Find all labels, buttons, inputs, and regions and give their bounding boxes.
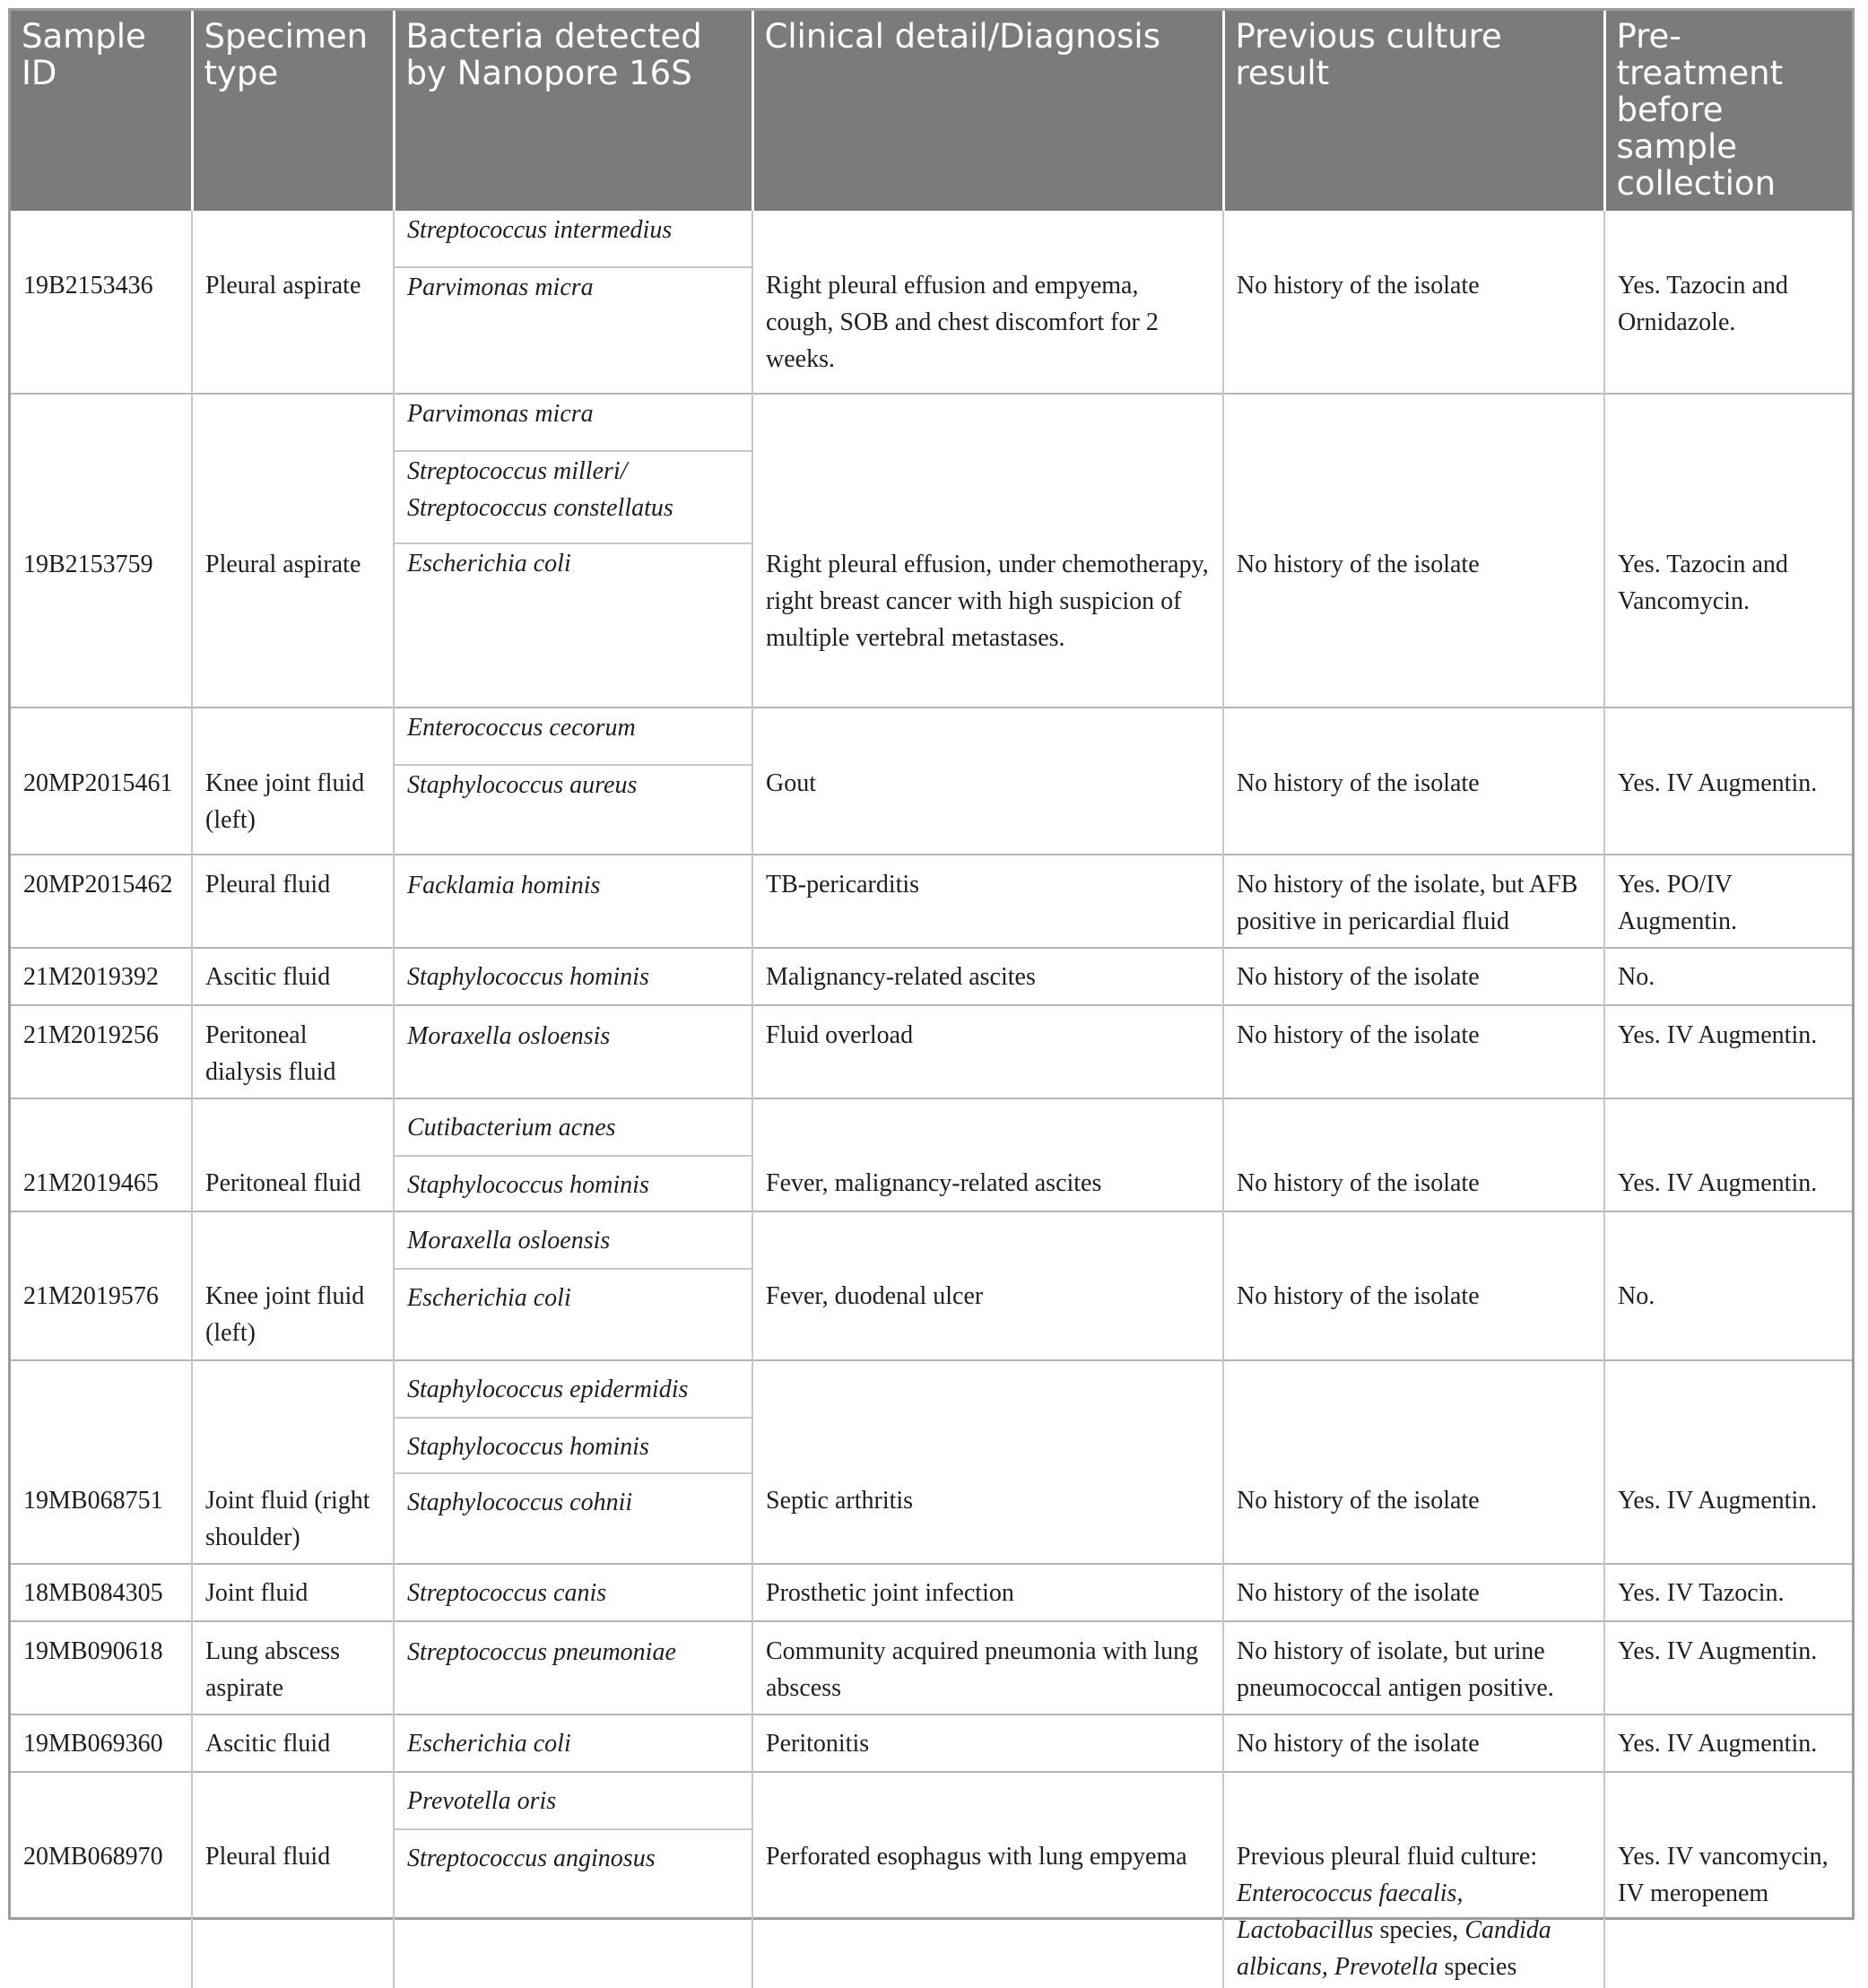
bacteria-entry: Cutibacterium acnes <box>407 1114 616 1142</box>
organism-name: Lactobacillus <box>1237 1916 1374 1944</box>
cell-clinical: Septic arthritis <box>752 1360 1223 1564</box>
col-header-clinical: Clinical detail/Diagnosis <box>752 11 1223 211</box>
cell-clinical: Perforated esophagus with lung empyema <box>752 1772 1223 1988</box>
cell-pretreatment: Yes. IV Augmentin. <box>1604 708 1852 855</box>
cell-specimen: Peritoneal fluid <box>192 1098 394 1211</box>
cell-clinical: Peritonitis <box>752 1715 1223 1772</box>
cell-culture: No history of the isolate <box>1223 211 1604 394</box>
table-row <box>11 1098 1852 1211</box>
cell-pretreatment: Yes. Tazocin and Vancomycin. <box>1604 394 1852 708</box>
cell-bacteria <box>394 855 752 948</box>
cell-clinical: Community acquired pneumonia with lung abscess <box>752 1621 1223 1715</box>
bacteria-entry: Staphylococcus cohnii <box>395 1472 752 1528</box>
cell-pretreatment: Yes. IV Augmentin. <box>1604 1005 1852 1098</box>
table-row <box>11 1564 1852 1621</box>
col-header-sample-id: Sample ID <box>11 11 192 211</box>
cell-sample-id: 19B2153436 <box>11 211 192 394</box>
table-row <box>11 1621 1852 1715</box>
cell-culture: No history of the isolate, but AFB positive in pericardial fluid <box>1223 855 1604 948</box>
cell-specimen: Joint fluid (right shoulder) <box>192 1360 394 1564</box>
cell-pretreatment: Yes. IV Augmentin. <box>1604 1621 1852 1715</box>
organism-name: Prevotella <box>1334 1953 1438 1981</box>
cell-clinical: TB-pericarditis <box>752 855 1223 948</box>
cell-culture: No history of the isolate <box>1223 1005 1604 1098</box>
cell-pretreatment: Yes. IV Augmentin. <box>1604 1098 1852 1211</box>
bacteria-entry: Enterococcus cecorum <box>407 714 636 742</box>
organism-name: Enterococcus faecalis, <box>1237 1879 1464 1907</box>
cell-specimen: Knee joint fluid (left) <box>192 708 394 855</box>
cell-pretreatment: Yes. IV Tazocin. <box>1604 1564 1852 1621</box>
cell-specimen: Lung abscess aspirate <box>192 1621 394 1715</box>
bacteria-entry: Escherichia coli <box>407 1730 571 1758</box>
bacteria-entry: Prevotella oris <box>407 1787 557 1815</box>
cell-pretreatment: Yes. IV Augmentin. <box>1604 1360 1852 1564</box>
table-row <box>11 1715 1852 1772</box>
cell-culture: No history of the isolate <box>1223 1715 1604 1772</box>
cell-clinical: Gout <box>752 708 1223 855</box>
cell-bacteria <box>394 1621 752 1715</box>
cell-bacteria <box>394 708 752 855</box>
bacteria-entry: Escherichia coli <box>395 543 752 598</box>
organism-name: Candida albicans, <box>1237 1916 1551 1981</box>
table-row <box>11 1360 1852 1564</box>
cell-bacteria <box>394 1772 752 1988</box>
cell-pretreatment: No. <box>1604 1211 1852 1360</box>
cell-specimen: Knee joint fluid (left) <box>192 1211 394 1360</box>
cell-culture: No history of the isolate <box>1223 1098 1604 1211</box>
col-header-pretreatment: Pre-treatment before sample collection <box>1604 11 1852 211</box>
bacteria-entry: Facklamia hominis <box>407 872 601 899</box>
cell-sample-id: 21M2019392 <box>11 948 192 1005</box>
cell-sample-id: 21M2019465 <box>11 1098 192 1211</box>
cell-culture: No history of the isolate <box>1223 1211 1604 1360</box>
table-row <box>11 1005 1852 1098</box>
table-row <box>11 394 1852 708</box>
cell-specimen: Ascitic fluid <box>192 1715 394 1772</box>
cell-specimen: Pleural fluid <box>192 855 394 948</box>
col-header-specimen-type: Specimen type <box>192 11 394 211</box>
bacteria-entry: Parvimonas micra <box>395 266 752 322</box>
cell-clinical: Fever, duodenal ulcer <box>752 1211 1223 1360</box>
cell-pretreatment: Yes. PO/IV Augmentin. <box>1604 855 1852 948</box>
organism-qualifier: species <box>1444 1953 1517 1981</box>
cell-pretreatment: Yes. IV Augmentin. <box>1604 1715 1852 1772</box>
cell-sample-id: 18MB084305 <box>11 1564 192 1621</box>
cell-culture: No history of the isolate <box>1223 708 1604 855</box>
cell-bacteria <box>394 1715 752 1772</box>
table-row <box>11 855 1852 948</box>
cell-bacteria <box>394 1098 752 1211</box>
table-row <box>11 708 1852 855</box>
bacteria-entry: Moraxella osloensis <box>407 1227 611 1254</box>
cell-sample-id: 19MB069360 <box>11 1715 192 1772</box>
cell-culture: No history of the isolate <box>1223 394 1604 708</box>
cell-culture: No history of isolate, but urine pneumococcal antigen positive. <box>1223 1621 1604 1715</box>
cell-clinical: Fever, malignancy-related ascites <box>752 1098 1223 1211</box>
bacteria-entry: Streptococcus intermedius <box>407 216 673 244</box>
table-row <box>11 948 1852 1005</box>
organism-qualifier: species, <box>1379 1916 1459 1944</box>
cell-culture: No history of the isolate <box>1223 948 1604 1005</box>
bacteria-entry: Streptococcus pneumoniae <box>407 1638 676 1666</box>
cell-sample-id: 19MB090618 <box>11 1621 192 1715</box>
table-row <box>11 1211 1852 1360</box>
bacteria-entry: Staphylococcus epidermidis <box>407 1376 689 1403</box>
cell-sample-id: 20MP2015461 <box>11 708 192 855</box>
cell-bacteria <box>394 1360 752 1564</box>
cell-specimen: Peritoneal dialysis fluid <box>192 1005 394 1098</box>
cell-pretreatment: Yes. IV vancomycin, IV meropenem <box>1604 1772 1852 1988</box>
cell-bacteria <box>394 1005 752 1098</box>
cell-specimen: Ascitic fluid <box>192 948 394 1005</box>
cell-sample-id: 19B2153759 <box>11 394 192 708</box>
cell-specimen: Joint fluid <box>192 1564 394 1621</box>
bacteria-entry: Escherichia coli <box>395 1268 752 1324</box>
cell-sample-id: 19MB068751 <box>11 1360 192 1564</box>
cell-clinical: Fluid overload <box>752 1005 1223 1098</box>
bacteria-entry: Moraxella osloensis <box>407 1022 611 1050</box>
cell-culture <box>1223 1772 1604 1988</box>
cell-specimen: Pleural aspirate <box>192 211 394 394</box>
bacteria-entry: Staphylococcus hominis <box>407 963 649 991</box>
cell-pretreatment: Yes. Tazocin and Ornidazole. <box>1618 272 1788 336</box>
cell-clinical: Right pleural effusion and empyema, cough, SOB and chest discomfort for 2 weeks. <box>752 211 1223 394</box>
cell-bacteria <box>394 1564 752 1621</box>
results-table <box>11 11 1852 1988</box>
cell-pretreatment: No. <box>1604 948 1852 1005</box>
cell-sample-id: 20MB068970 <box>11 1772 192 1988</box>
header-row <box>11 11 1852 211</box>
col-header-culture: Previous culture result <box>1223 11 1604 211</box>
cell-bacteria <box>394 394 752 708</box>
cell-culture: No history of the isolate <box>1223 1564 1604 1621</box>
cell-bacteria <box>394 211 752 394</box>
table-row <box>11 1772 1852 1988</box>
cell-clinical: Prosthetic joint infection <box>752 1564 1223 1621</box>
cell-clinical: Right pleural effusion, under chemotherapy, right breast cancer with high suspicion of multiple vertebral metastases. <box>752 394 1223 708</box>
table-row <box>11 211 1852 394</box>
col-header-bacteria: Bacteria detected by Nanopore 16S <box>394 11 752 211</box>
cell-clinical: Malignancy-related ascites <box>752 948 1223 1005</box>
cell-culture: No history of the isolate <box>1223 1360 1604 1564</box>
bacteria-entry: Staphylococcus aureus <box>395 764 752 820</box>
bacteria-entry: Streptococcus anginosus <box>395 1828 752 1884</box>
culture-prefix: Previous pleural fluid culture: <box>1237 1843 1538 1871</box>
bacteria-entry: Staphylococcus hominis <box>395 1417 752 1472</box>
cell-bacteria <box>394 1211 752 1360</box>
cell-sample-id: 21M2019576 <box>11 1211 192 1360</box>
bacteria-entry: Streptococcus canis <box>407 1579 607 1607</box>
cell-bacteria <box>394 948 752 1005</box>
cell-sample-id: 21M2019256 <box>11 1005 192 1098</box>
cell-specimen: Pleural aspirate <box>192 394 394 708</box>
bacteria-entry: Parvimonas micra <box>407 400 594 428</box>
cell-specimen: Pleural fluid <box>192 1772 394 1988</box>
bacteria-entry: Staphylococcus hominis <box>395 1155 752 1211</box>
bacteria-entry: Streptococcus milleri/ Streptococcus constellatus <box>395 450 752 543</box>
cell-sample-id: 20MP2015462 <box>11 855 192 948</box>
